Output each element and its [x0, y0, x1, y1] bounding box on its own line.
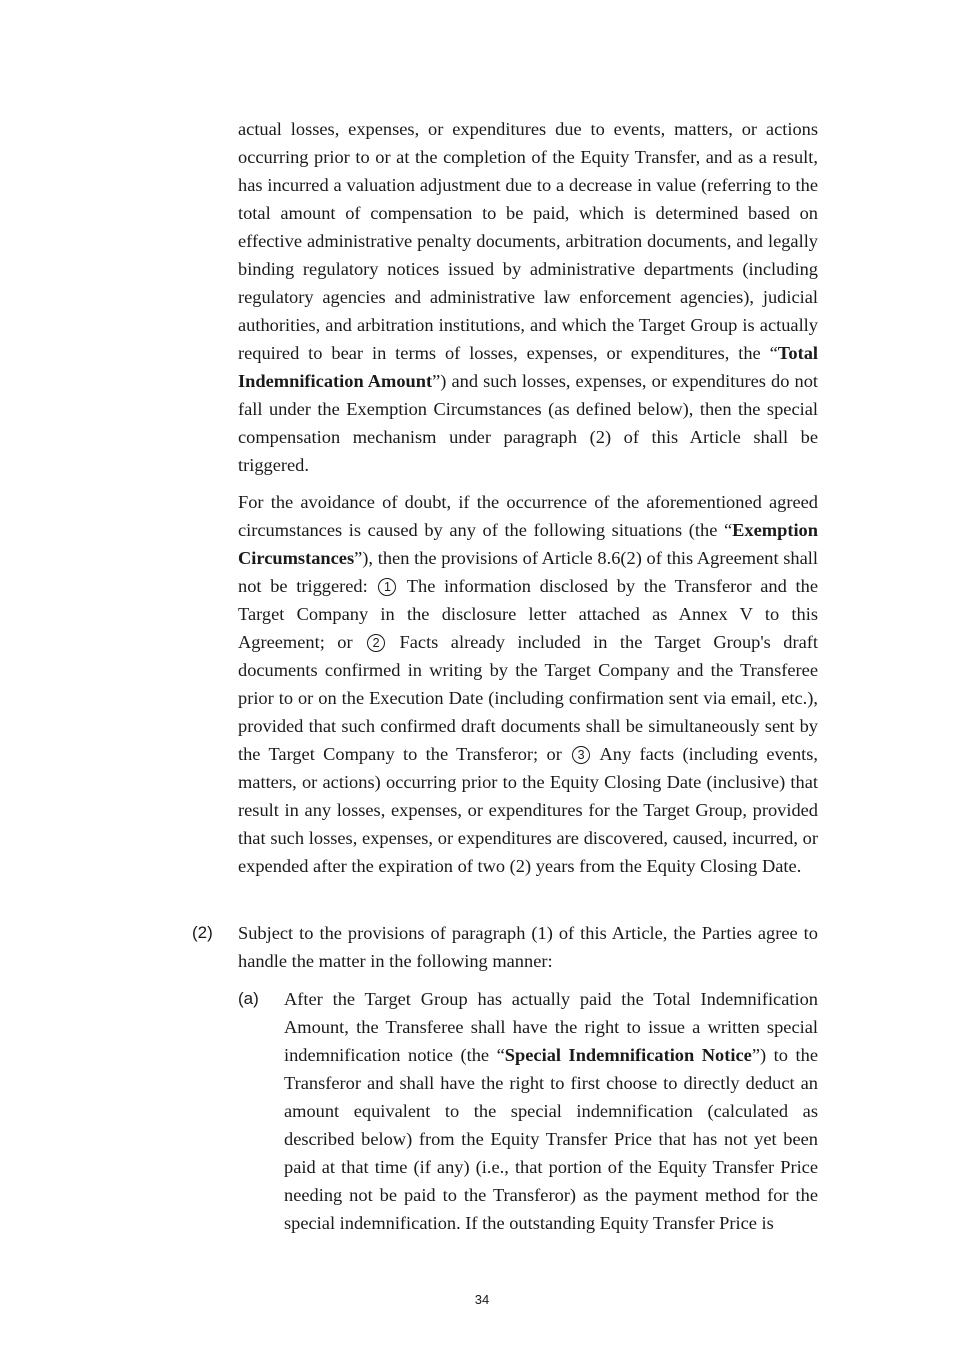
circled-number-1: 1 — [378, 578, 396, 596]
item-a-text — [284, 985, 818, 1237]
defined-term-special-indemnification-notice: Special Indemnification Notice — [504, 1045, 752, 1065]
paragraph-indemnification-trigger — [238, 115, 818, 479]
item-2-text: Subject to the provisions of paragraph (1) of this Article, the Parties agree to handle the matter in the following manner: — [238, 923, 818, 971]
paragraph-text: actual losses, expenses, or expenditures due to events, matters, or actions occurring prior to or at the completion of the Equity Transfer, and as a result, has incurred a valuation adjustment due to a decrease in value (referring to the total amount of compensation to be paid, which is determined based on effective administrative penalty documents, arbitration documents, and legally binding regulatory notices issued by administrative departments (including regulatory agencies and administrative law enforcement agencies), judicial authorities, and arbitration institutions, and which the Target Group is actually required to bear in terms of losses, expenses, or expenditures, the “ — [238, 119, 818, 363]
exemption-item-3: Any facts (including events, matters, or actions) occurring prior to the Equity Closing Date (inclusive) that result in any losses, expenses, or expenditures for the Target Group, provided that such losses, expenses, or expenditures are discovered, caused, incurred, or expended after the expiration of two (2) years from the Equity Closing Date. — [238, 744, 819, 876]
paragraph-text: ”) to the Transferor and shall have the right to first choose to directly deduct an amount equivalent to the special indemnification (calculated as described below) from the Equity Transfer Price that has not yet been paid at that time (if any) (i.e., that portion of the Equity Transfer Price needing not be paid to the Transferor) as the payment method for the special indemnification. If the outstanding Equity Transfer Price is — [284, 1045, 818, 1233]
exemption-item-1: The information disclosed by the Transferor and the Target Company in the disclosure letter attached as Annex V to this Agreement; or — [238, 576, 818, 652]
page-number: 34 — [474, 1292, 490, 1307]
paragraph-text: After the Target Group has actually paid the Total Indemnification Amount, the Transferee shall have the right to issue a written special indemnification notice (the “ — [284, 989, 818, 1065]
exemption-item-2: Facts already included in the Target Group's draft documents confirmed in writing by the Target Company and the Transferee prior to or on the Execution Date (including confirmation sent via email, etc.), provided that such confirmed draft documents shall be simultaneously sent by the Target Company to the Transferor; or — [238, 632, 819, 764]
item-a-label: (a) — [238, 989, 259, 1008]
paragraph-text: ”) and such losses, expenses, or expenditures do not fall under the Exemption Circumstances (as defined below), then the special compensation mechanism under paragraph (2) of this Article shall be triggered. — [238, 371, 818, 475]
circled-number-2: 2 — [367, 634, 385, 652]
paragraph-text: For the avoidance of doubt, if the occurrence of the aforementioned agreed circumstances is caused by any of the following situations (the “ — [238, 492, 818, 540]
defined-term-total-indemnification-amount: Total Indemnification Amount — [238, 343, 818, 391]
paragraph-text: ”), then the provisions of Article 8.6(2) of this Agreement shall not be triggered: — [238, 548, 818, 596]
item-2-label: (2) — [192, 923, 213, 942]
paragraph-exemption-circumstances — [238, 488, 818, 880]
defined-term-exemption-circumstances: Exemption Circumstances — [238, 520, 818, 568]
circled-number-3: 3 — [572, 746, 590, 764]
